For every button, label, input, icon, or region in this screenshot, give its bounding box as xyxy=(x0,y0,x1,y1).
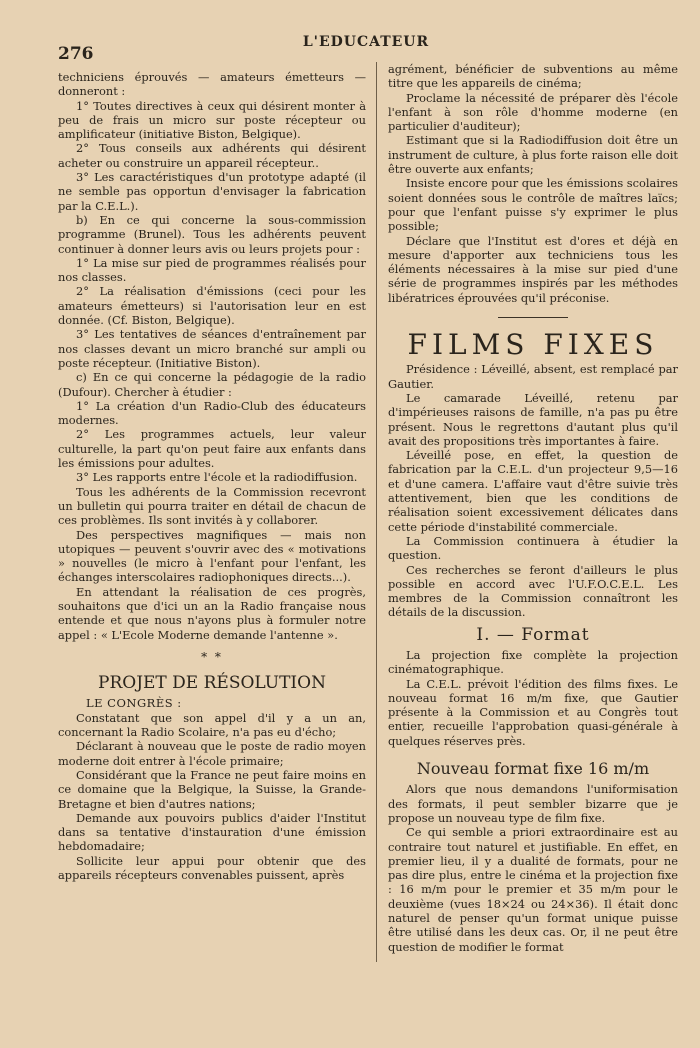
paragraph: Constatant que son appel d'il y a un an, concernant la Radio Scolaire, n'a pas eu d'écho; xyxy=(58,710,366,740)
paragraph: Présidence : Léveillé, absent, est remplacé par Gautier. xyxy=(388,362,678,391)
paragraph: Estimant que si la Radiodiffusion doit être un instrument de culture, à plus forte raison elle doit être ouverte aux enfants; xyxy=(388,133,678,177)
paragraph: Ces recherches se feront d'ailleurs le plus possible en accord avec l'U.F.O.C.E.L. Les membres de la Commission connaîtront les détails de la discussion. xyxy=(388,562,678,620)
paragraph: La C.E.L. prévoit l'édition des films fixes. Le nouveau format 16 m/m fixe, que Gautier présente à la Commission et au Congrès tout entier, recueille l'approbation quasi-générale à quelques réserves près. xyxy=(388,676,678,748)
films-fixes-title: FILMS FIXES xyxy=(407,328,659,362)
right-column xyxy=(388,62,678,954)
resolution-title: PROJET DE RÉSOLUTION xyxy=(98,673,326,694)
paragraph: 3° Les tentatives de séances d'entraînement par nos classes devant un micro branché sur ampli ou poste récepteur. (Initiative Biston). xyxy=(58,327,366,370)
paragraph: Léveillé pose, en effet, la question de fabrication par la C.E.L. d'un projecteur 9,5—16 et d'une camera. L'affaire vaut d'être suivie très attentivement, bien que les conditions de réalisation soient excessivement délicates dans cette période d'instabilité commerciale. xyxy=(388,448,678,534)
paragraph: Le camarade Léveillé, retenu par d'impérieuses raisons de famille, n'a pas pu être présent. Nous le regrettons d'autant plus qu'il avait des propositions très importantes à faire. xyxy=(388,390,678,448)
paragraph: Insiste encore pour que les émissions scolaires soient données sous le contrôle de maîtres laïcs; pour que l'enfant puisse s'y exprimer le plus possible; xyxy=(388,176,678,234)
paragraph: Des perspectives magnifiques — mais non utopiques — peuvent s'ouvrir avec des « motivations » nouvelles (le micro à l'enfant pour l'enfant, les échanges interscolaires radiophoniques directs...). xyxy=(58,527,366,585)
paragraph: techniciens éprouvés — amateurs émetteurs — donneront : xyxy=(58,70,366,99)
paragraph: Alors que nous demandons l'uniformisation des formats, il peut sembler bizarre que je propose un nouveau type de film fixe. xyxy=(388,782,678,825)
paragraph: 1° La mise sur pied de programmes réalisés pour nos classes. xyxy=(58,255,366,285)
paragraph: Demande aux pouvoirs publics d'aider l'Institut dans sa tentative d'instauration d'une émission hebdomadaire; xyxy=(58,810,366,854)
format-title: I. — Format xyxy=(476,624,590,645)
paragraph: La Commission continuera à étudier la question. xyxy=(388,533,678,563)
paragraph: 1° Toutes directives à ceux qui désirent monter à peu de frais un micro sur poste récepteur ou amplificateur (initiative Biston, Belgique). xyxy=(58,98,366,142)
paragraph: 1° La création d'un Radio-Club des éducateurs modernes. xyxy=(58,398,366,428)
paragraph: En attendant la réalisation de ces progrès, souhaitons que d'ici un an la Radio française nous entende et que nous n'ayons plus à formuler notre appel : « L'Ecole Moderne demande l'antenne ». xyxy=(58,584,366,642)
congres-label: LE CONGRÈS : xyxy=(86,696,182,711)
paragraph: 2° Tous conseils aux adhérents qui désirent acheter ou construire un appareil récepteur.. xyxy=(58,141,366,170)
paragraph: Déclare que l'Institut est d'ores et déjà en mesure d'apporter aux techniciens tous les éléments nécessaires à la mise sur pied d'une série de programmes inspirés par les méthodes libératrices éprouvées qu'il préconise. xyxy=(388,233,678,305)
paragraph: Ce qui semble a priori extraordinaire est au contraire tout naturel et justifiable. En effet, en premier lieu, il y a dualité de formats, pour ne pas dire plus, entre le cinéma et la projection fixe : 16 m/m pour le premier et 35 m/m pour le deuxième (vues 18×24 ou 24×36). Il était donc naturel de penser qu'un format unique puisse être utilisé dans les deux cas. Or, il ne peut être question de modifier le format xyxy=(388,825,678,954)
paragraph: b) En ce qui concerne la sous-commission programme (Brunel). Tous les adhérents peuvent continuer à donner leurs avis ou leurs projets pour : xyxy=(58,212,366,256)
paragraph: 2° Les programmes actuels, leur valeur culturelle, la part qu'on peut faire aux enfants dans les émissions pour adultes. xyxy=(58,427,366,471)
section-separator: * * xyxy=(201,649,223,664)
paragraph: Sollicite leur appui pour obtenir que des appareils récepteurs convenables puissent, après xyxy=(58,853,366,883)
paragraph: Tous les adhérents de la Commission recevront un bulletin qui pourra traiter en détail de chacun de ces problèmes. Ils sont invités à y collaborer. xyxy=(58,484,366,528)
running-title: L'EDUCATEUR xyxy=(302,34,430,50)
page-header xyxy=(58,30,674,64)
column-rule xyxy=(376,62,377,962)
page-number: 276 xyxy=(58,44,94,64)
nouveau-format-title: Nouveau format fixe 16 m/m xyxy=(416,759,650,779)
divider xyxy=(498,317,568,318)
left-column xyxy=(58,70,366,882)
paragraph: 2° La réalisation d'émissions (ceci pour les amateurs émetteurs) si l'autorisation leur en est donnée. (Cf. Biston, Belgique). xyxy=(58,284,366,328)
paragraph: Proclame la nécessité de préparer dès l'école l'enfant à son rôle d'homme moderne (en particulier d'auditeur); xyxy=(388,90,678,134)
paragraph: 3° Les caractéristiques d'un prototype adapté (il ne semble pas opportun d'envisager la fabrication par la C.E.L.). xyxy=(58,170,366,213)
paragraph: Considérant que la France ne peut faire moins en ce domaine que la Belgique, la Suisse, la Grande-Bretagne et bien d'autres nations; xyxy=(58,767,366,811)
paragraph: La projection fixe complète la projection cinématographique. xyxy=(388,647,678,677)
paragraph: c) En ce qui concerne la pédagogie de la radio (Dufour). Chercher à étudier : xyxy=(58,370,366,399)
paragraph: 3° Les rapports entre l'école et la radiodiffusion. xyxy=(76,470,358,485)
paragraph: Déclarant à nouveau que le poste de radio moyen moderne doit entrer à l'école primaire; xyxy=(58,739,366,768)
paragraph: agrément, bénéficier de subventions au même titre que les appareils de cinéma; xyxy=(388,62,678,91)
